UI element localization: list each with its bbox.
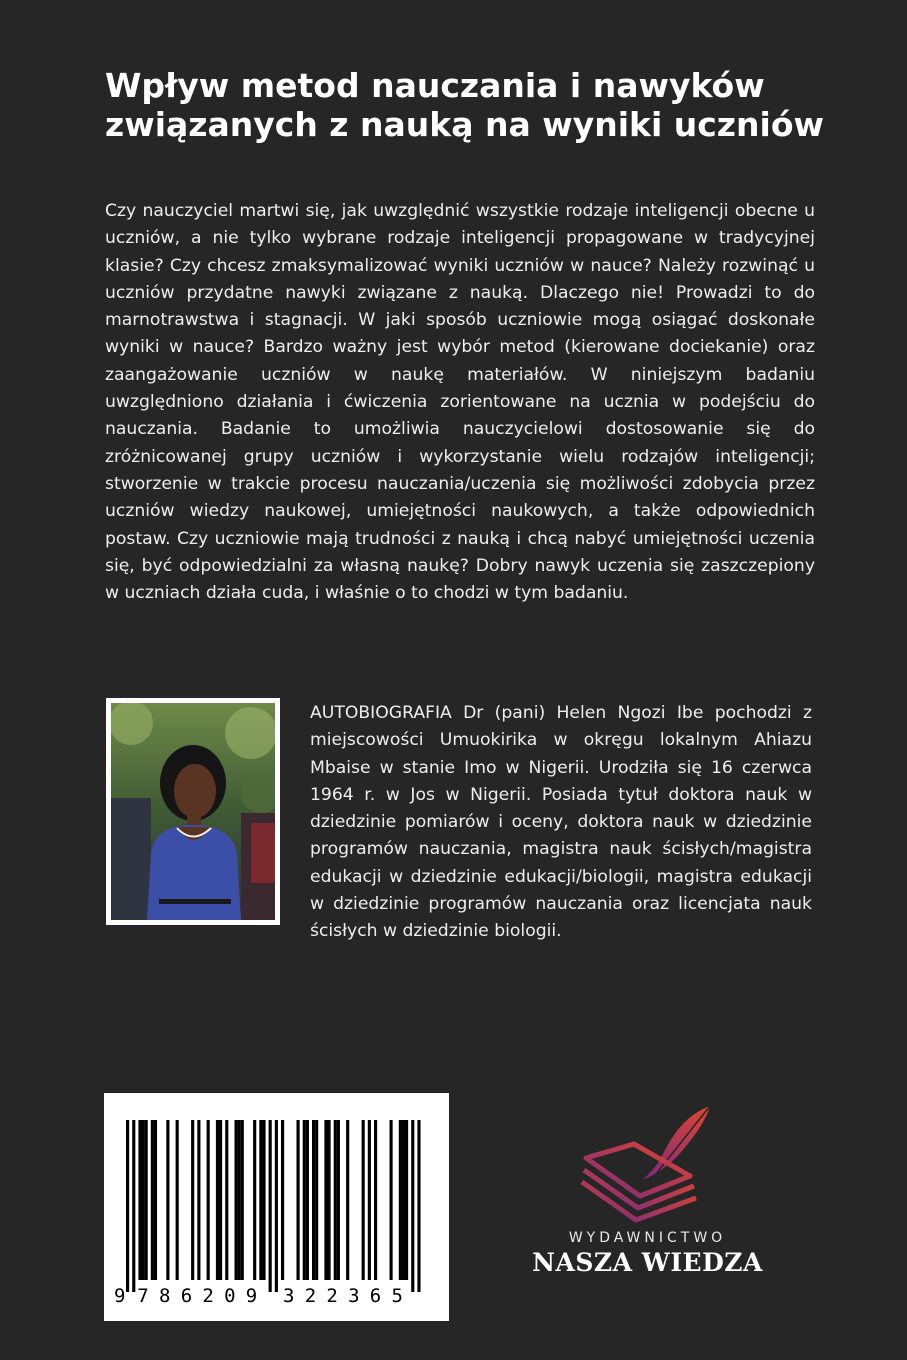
barcode-bar: [374, 1120, 377, 1280]
book-description: Czy nauczyciel martwi się, jak uwzględnić wszystkie rodzaje inteligencji obecne u uczniów, a nie tylko wybrane rodzaje inteligencji propagowane w tradycyjnej klasie? Czy chcesz zmaksymalizować wyniki uczniów w nauce? Należy rozwinąć u uczniów przydatne nawyki związane z nauką. Dlaczego nie! Prowadzi to do marnotrawstwa i stagnacji. W jaki sposób uczniowie mogą osiągać doskonałe wyniki w nauce? Bardzo ważny jest wybór metod (kierowane dociekanie) oraz zaangażowanie uczniów w naukę materiałów. W niniejszym badaniu uwzględniono działania i ćwiczenia zorientowane na ucznia w podejściu do nauczania. Badanie to umożliwia nauczycielowi dostosowanie się do zróżnicowanej grupy uczniów i wykorzystanie wielu rodzajów inteligencji; stworzenie w trakcie procesu nauczania/uczenia się możliwości zdobycia przez uczniów wiedzy naukowej, umiejętności naukowych, a także odpowiednich postaw. Czy uczniowie mają trudności z nauką i chcą nabyć umiejętności uczenia się, być odpowiedzialni za własną naukę? Dobry nawyk uczenia się zaszczepiony w uczniach działa cuda, i właśnie o to chodzi w tym badaniu.: [105, 201, 815, 604]
barcode-bar: [238, 1120, 241, 1280]
barcode-bar: [275, 1120, 278, 1292]
barcode-bar: [176, 1120, 179, 1280]
author-portrait-image: [111, 703, 275, 920]
barcode-bar: [306, 1120, 309, 1280]
barcode-bar: [151, 1120, 154, 1280]
barcode-bar: [154, 1120, 157, 1280]
barcode-bar: [219, 1120, 222, 1280]
barcode-bar: [417, 1120, 420, 1292]
barcode-bar: [411, 1120, 414, 1292]
isbn-digit: 6: [369, 1285, 382, 1307]
barcode-bar: [390, 1120, 393, 1280]
barcode-bar: [303, 1120, 306, 1280]
barcode-bar: [145, 1120, 148, 1280]
barcode-bar: [191, 1120, 194, 1280]
barcode-bar: [368, 1120, 371, 1280]
barcode-bar: [235, 1120, 238, 1280]
barcode-bar: [207, 1120, 210, 1280]
isbn-digit: 9: [245, 1285, 258, 1307]
barcode-bar: [297, 1120, 300, 1280]
barcode-bar: [346, 1120, 349, 1280]
barcode-bar: [197, 1120, 200, 1280]
isbn-digit: 5: [391, 1285, 403, 1307]
isbn-digit: 2: [326, 1285, 338, 1307]
author-photo: [106, 698, 280, 925]
barcode-bar: [126, 1120, 129, 1292]
isbn-number: [104, 1285, 449, 1309]
barcode-bar: [399, 1120, 402, 1280]
barcode-bar: [324, 1120, 327, 1280]
isbn-barcode: [104, 1093, 449, 1321]
barcode-bar: [262, 1120, 265, 1280]
barcode-bar: [225, 1120, 228, 1280]
barcode-bar: [337, 1120, 340, 1280]
barcode-bar: [362, 1120, 365, 1280]
barcode-bar: [312, 1120, 315, 1280]
book-title: Wpływ metod nauczania i nawyków związanych z nauką na wyniki uczniów: [105, 66, 824, 144]
barcode-bar: [315, 1120, 318, 1280]
publisher-label: WYDAWNICTWO: [568, 1230, 727, 1246]
barcode-bar: [138, 1120, 141, 1280]
isbn-digit: 7: [137, 1285, 149, 1307]
isbn-digit: 3: [348, 1285, 360, 1307]
isbn-digit: 8: [159, 1285, 171, 1307]
barcode-bar: [402, 1120, 405, 1280]
author-biography: AUTOBIOGRAFIA Dr (pani) Helen Ngozi Ibe pochodzi z miejscowości Umuokirika w okręgu lokalnym Ahiazu Mbaise w stanie Imo w Nigerii. Urodziła się 16 czerwca 1964 r. w Jos w Nigerii. Posiada tytuł doktora nauk w dziedzinie pomiarów i oceny, doktora nauk w dziedzinie programów nauczania, magistra nauk ścisłych/magistra edukacji w dziedzinie edukacji/biologii, magistra edukacji w dziedzinie programów nauczania oraz licencjata nauk ścisłych w dziedzinie biologii.: [310, 703, 812, 942]
barcode-bar: [253, 1120, 256, 1280]
isbn-digit: 9: [114, 1285, 126, 1307]
book-quill-icon: [578, 1100, 718, 1225]
barcode-bar: [259, 1120, 262, 1280]
barcode-bar: [132, 1120, 135, 1292]
barcode-bar: [334, 1120, 337, 1280]
barcode-bar: [405, 1120, 408, 1280]
barcode-bar: [166, 1120, 169, 1280]
publisher-logo: [530, 1100, 765, 1285]
isbn-digit: 2: [304, 1285, 317, 1307]
barcode-bar: [142, 1120, 145, 1280]
barcode-bar: [281, 1120, 284, 1280]
barcode-bar: [216, 1120, 219, 1280]
publisher-name: NASZA WIEDZA: [532, 1248, 763, 1277]
barcode-bar: [328, 1120, 331, 1280]
isbn-digit: 0: [224, 1285, 236, 1307]
isbn-digit: 2: [202, 1285, 214, 1307]
isbn-digit: 3: [283, 1285, 295, 1307]
barcode-bar: [241, 1120, 244, 1280]
isbn-digit: 6: [180, 1285, 193, 1307]
barcode-bar: [269, 1120, 272, 1292]
